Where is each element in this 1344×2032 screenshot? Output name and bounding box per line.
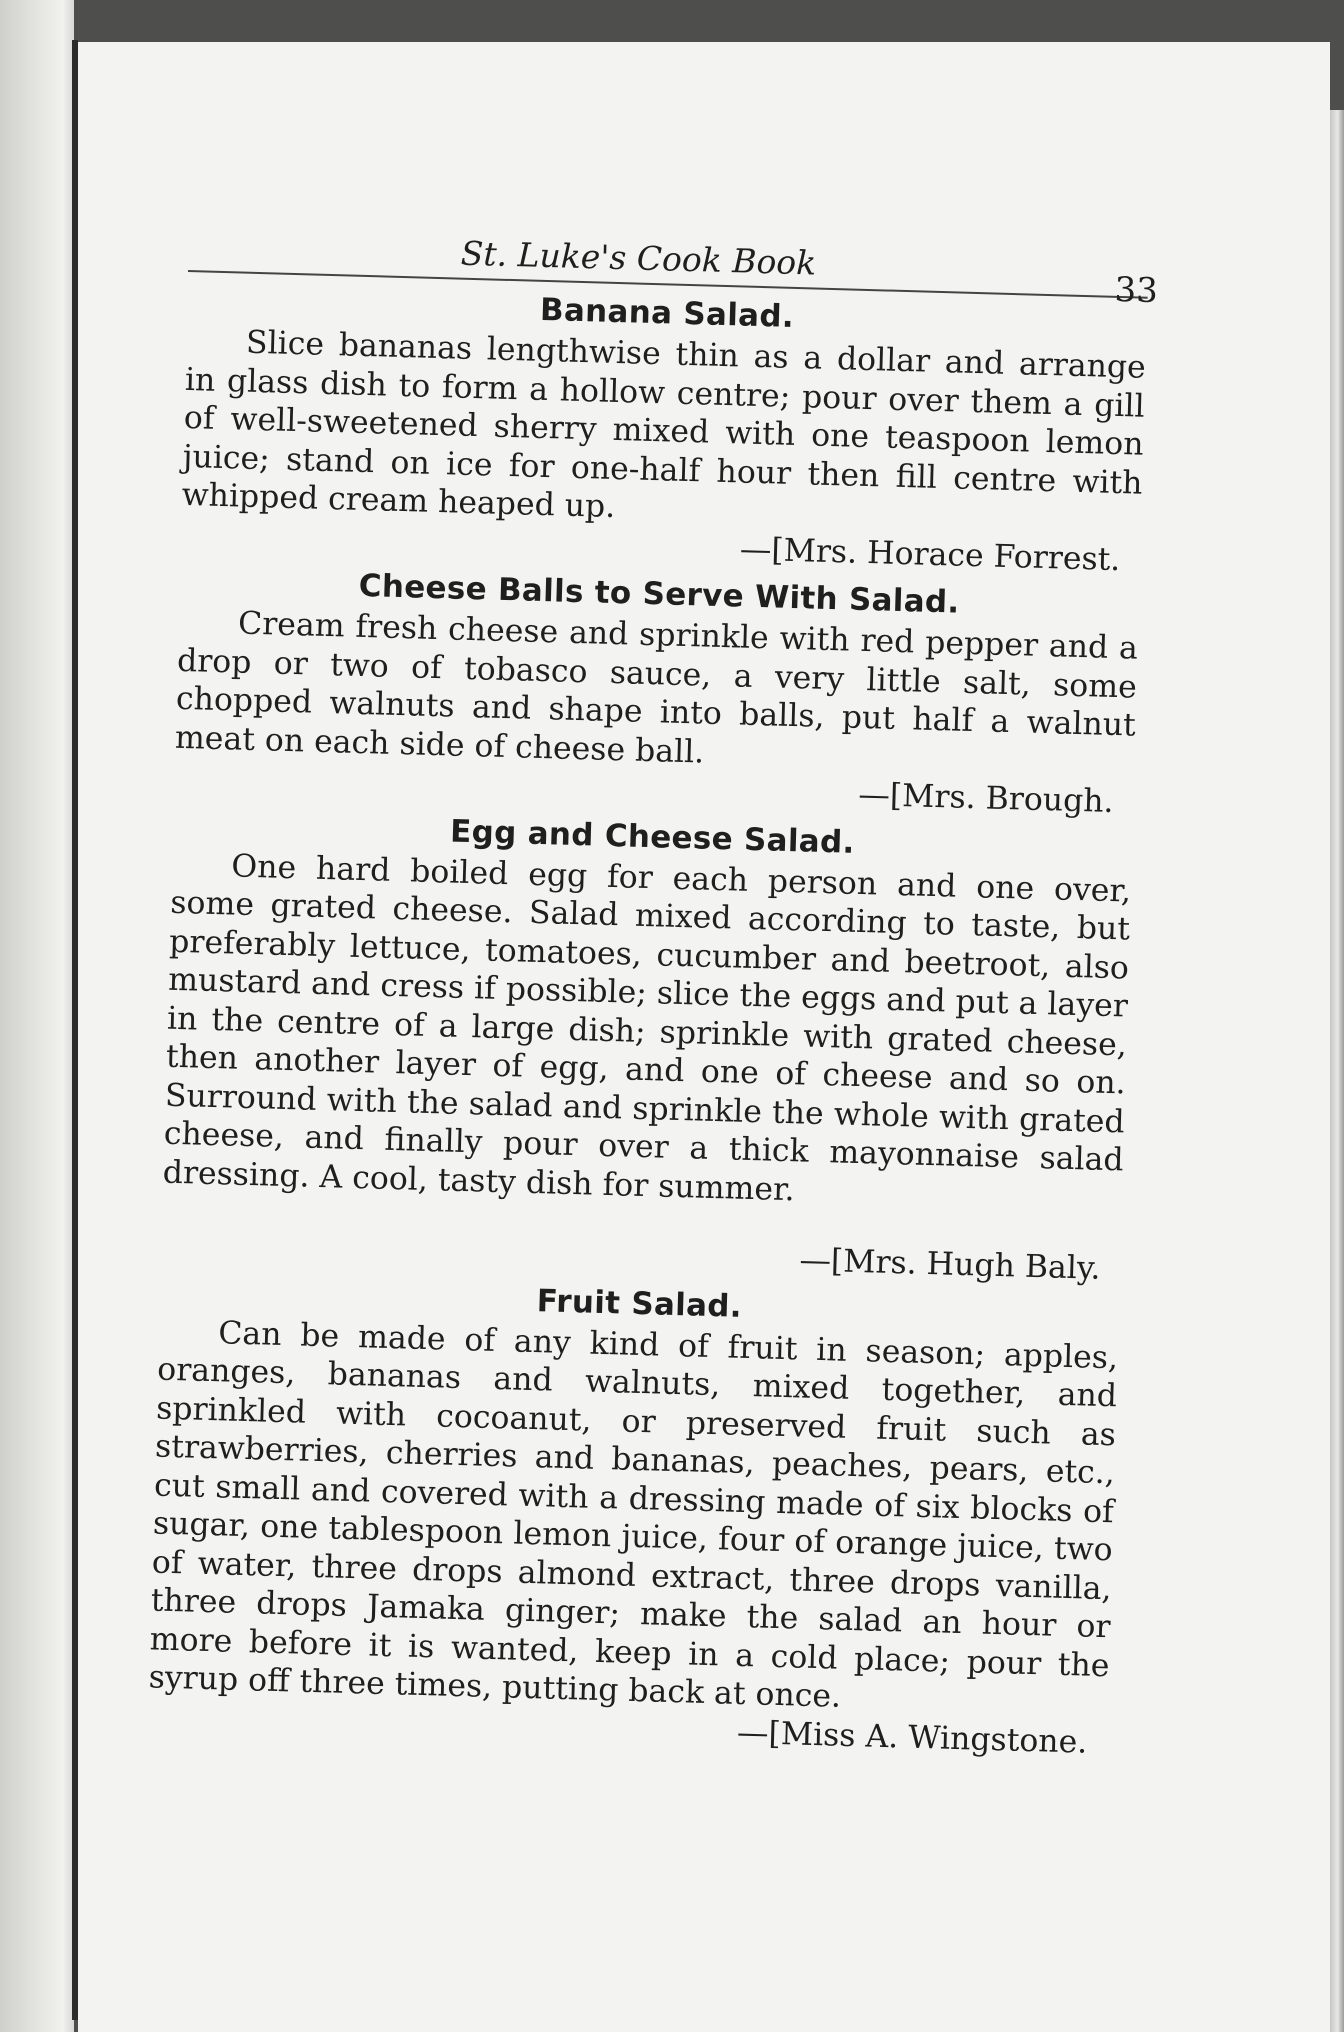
recipe-title: Cheese Balls to Serve With Salad. [358, 567, 961, 621]
page-content [147, 200, 1159, 1762]
recipe-body: Can be made of any kind of fruit in season; apples, oranges, bananas and walnuts, mixed together, and sprinkled with cocoanut, or preserved fruit such as strawberries, cherries and bananas, peaches, pears, etc., cut small and covered with a dressing made of six blocks of sugar, one tablespoon lemon juice, four of orange juice, two of water, three drops almond extract, three drops vanilla, three drops Jamaka ginger; make the salad an hour or more before it is wanted, keep in a cold place; pour the syrup off three times, putting back at once. [148, 1314, 1119, 1715]
left-page-edge [0, 0, 74, 2032]
running-title: St. Luke's Cook Book [460, 233, 817, 283]
recipe-fruit-salad [147, 1272, 1120, 1762]
recipe-banana-salad [180, 282, 1147, 580]
page-edge [1328, 110, 1344, 2032]
recipe-body: Slice bananas lengthwise thin as a dollar and arrange in glass dish to form a hollow centre; pour over them a gill of well-sweetened sherry mixed with one teaspoon lemon juice; stand on ice for one-half hour then fill centre with whipped cream heaped up. [181, 324, 1147, 525]
recipe-egg-cheese-salad [160, 805, 1132, 1289]
recipe-title: Egg and Cheese Salad. [449, 813, 856, 861]
recipe-body: Cream fresh cheese and sprinkle with red pepper and a drop or two of tobasco sauce, a very little salt, some chopped walnuts and shape into balls, put half a walnut meat on each side of cheese ball. [174, 605, 1139, 771]
recipe-body: One hard boiled egg for each person and one over, some grated cheese. Salad mixed according to taste, but preferably lettuce, tomatoes, cucumber and beetroot, also mustard and cress if possible; slice the eggs and put a layer in the centre of a large dish; sprinkle with grated cheese, then another layer of egg, and one of cheese and so on. Surround with the salad and sprinkle the whole with grated cheese, and finally pour over a thick mayonnaise salad dressing. A cool, tasty dish for summer. [162, 847, 1132, 1208]
recipe-cheese-balls [173, 563, 1139, 822]
recipe-title: Banana Salad. [539, 291, 795, 335]
recipe-author: —[Mrs. Brough. [857, 776, 1115, 821]
recipe-author: —[Mrs. Hugh Baly. [798, 1242, 1102, 1287]
page-number: 33 [1114, 269, 1159, 312]
recipe-title: Fruit Salad. [536, 1282, 743, 1325]
recipe-author: —[Mrs. Horace Forrest. [739, 530, 1121, 578]
recipe-author: —[Miss A. Wingstone. [736, 1714, 1088, 1761]
